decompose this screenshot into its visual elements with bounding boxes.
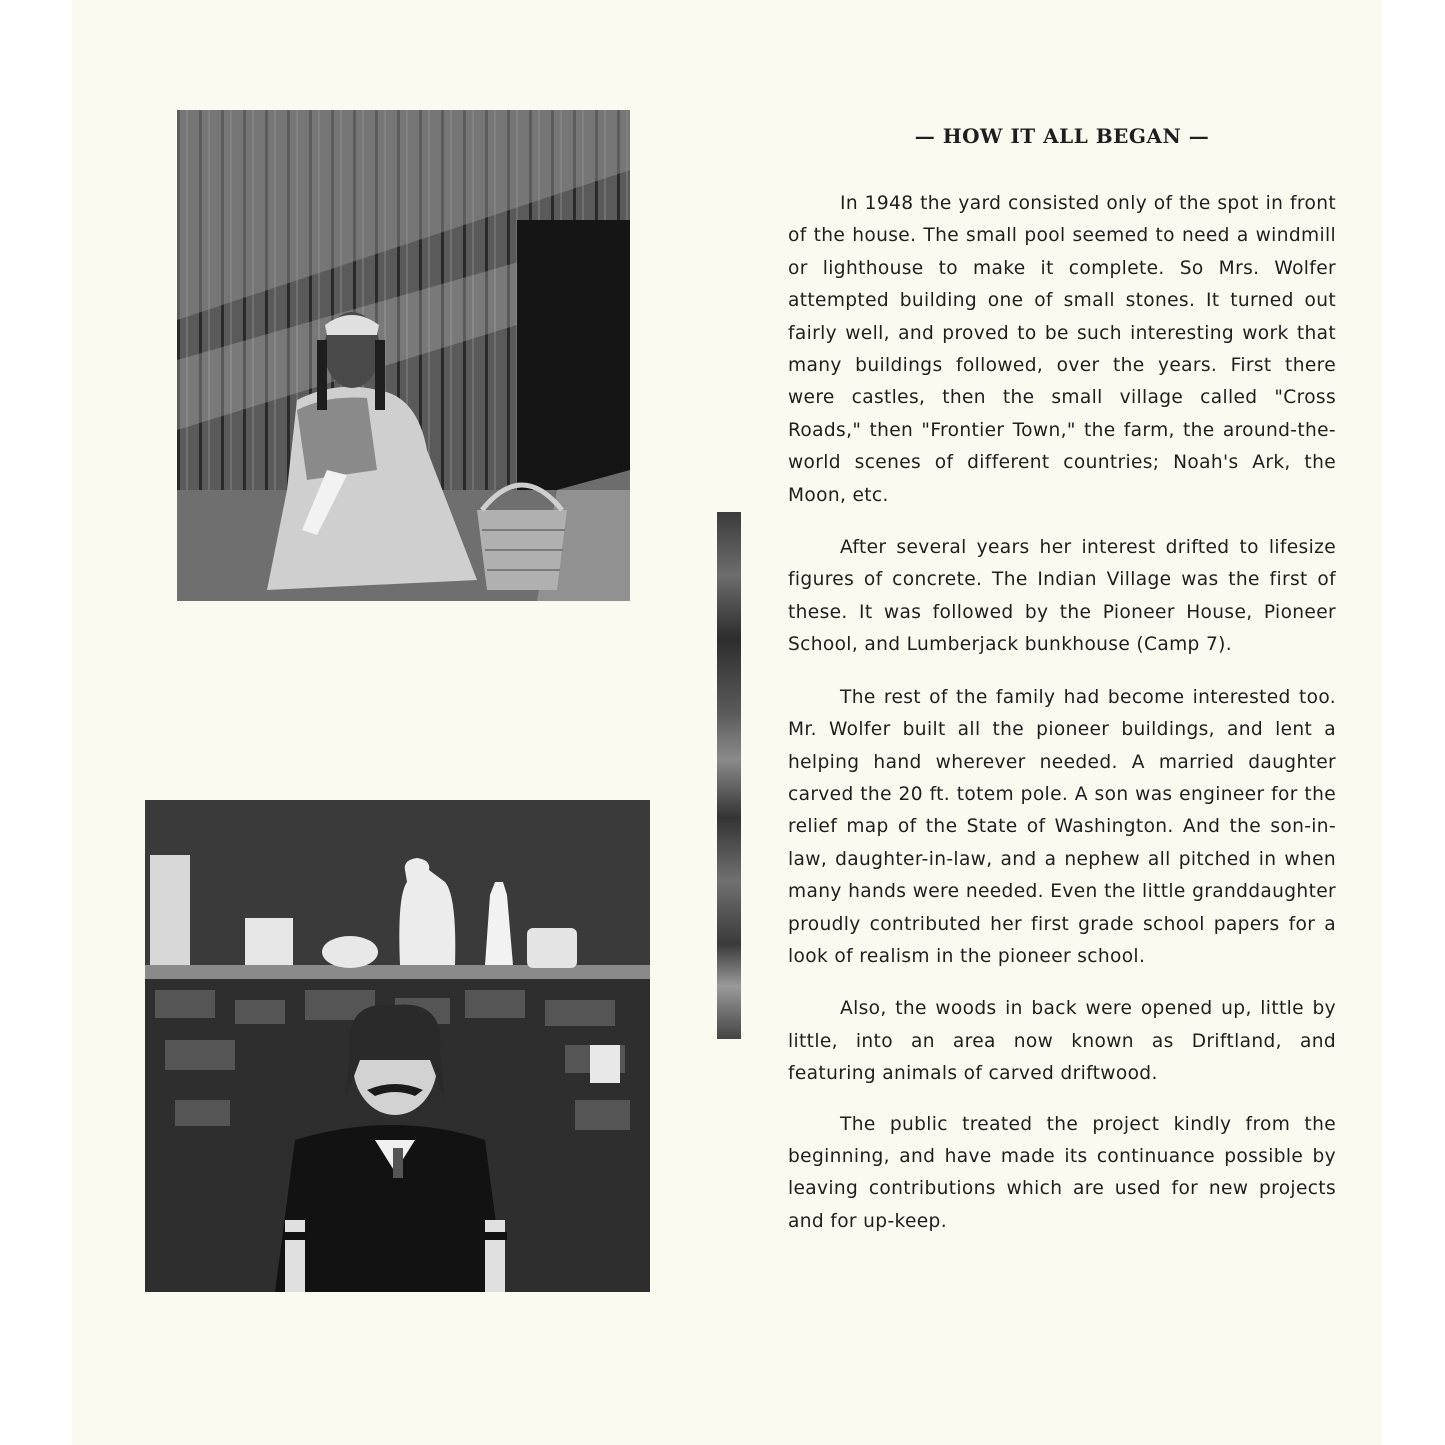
- fold-shadow-strip: [717, 512, 741, 1039]
- article-column: [788, 118, 1336, 1258]
- paragraph-4: Also, the woods in back were opened up, little by little, into an area now known as Driftland, and featuring animals of carved driftwood.: [788, 998, 1336, 1085]
- paragraph-1: In 1948 the yard consisted only of the spot in front of the house. The small pool seemed to need a windmill or lighthouse to make it complete. So Mrs. Wolfer attempted building one of small stones. It turned out fairly well, and proved to be such interesting work that many buildings followed, over the years. First there were castles, then the small village called "Cross Roads," then "Frontier Town," the farm, the around-the-world scenes of different countries; Noah's Ark, the Moon, etc.: [788, 193, 1336, 506]
- paragraph-5: The public treated the project kindly from the beginning, and have made its continuance possible by leaving contributions which are used for new projects and for up-keep.: [788, 1113, 1336, 1232]
- paragraph-3: The rest of the family had become interested too. Mr. Wolfer built all the pioneer buildings, and lent a helping hand wherever needed. A married daughter carved the 20 ft. totem pole. A son was engineer for the relief map of the State of Washington. And the son-in-law, daughter-in-law, and a nephew all pitched in when many hands were needed. Even the little granddaughter proudly contributed her first grade school papers for a look of realism in the pioneer school.: [788, 686, 1336, 967]
- pioneer-man-photo-image: [145, 800, 650, 1292]
- article-heading: — HOW IT ALL BEGAN —: [914, 124, 1210, 148]
- photo-indian-woman-figure: [177, 110, 630, 601]
- paragraph-2: After several years her interest drifted to lifesize figures of concrete. The Indian Village was the first of these. It was followed by the Pioneer House, Pioneer School, and Lumberjack bunkhouse (Camp 7).: [788, 537, 1336, 656]
- photo-pioneer-man-figure: [145, 800, 650, 1292]
- indian-woman-photo-image: [177, 110, 630, 601]
